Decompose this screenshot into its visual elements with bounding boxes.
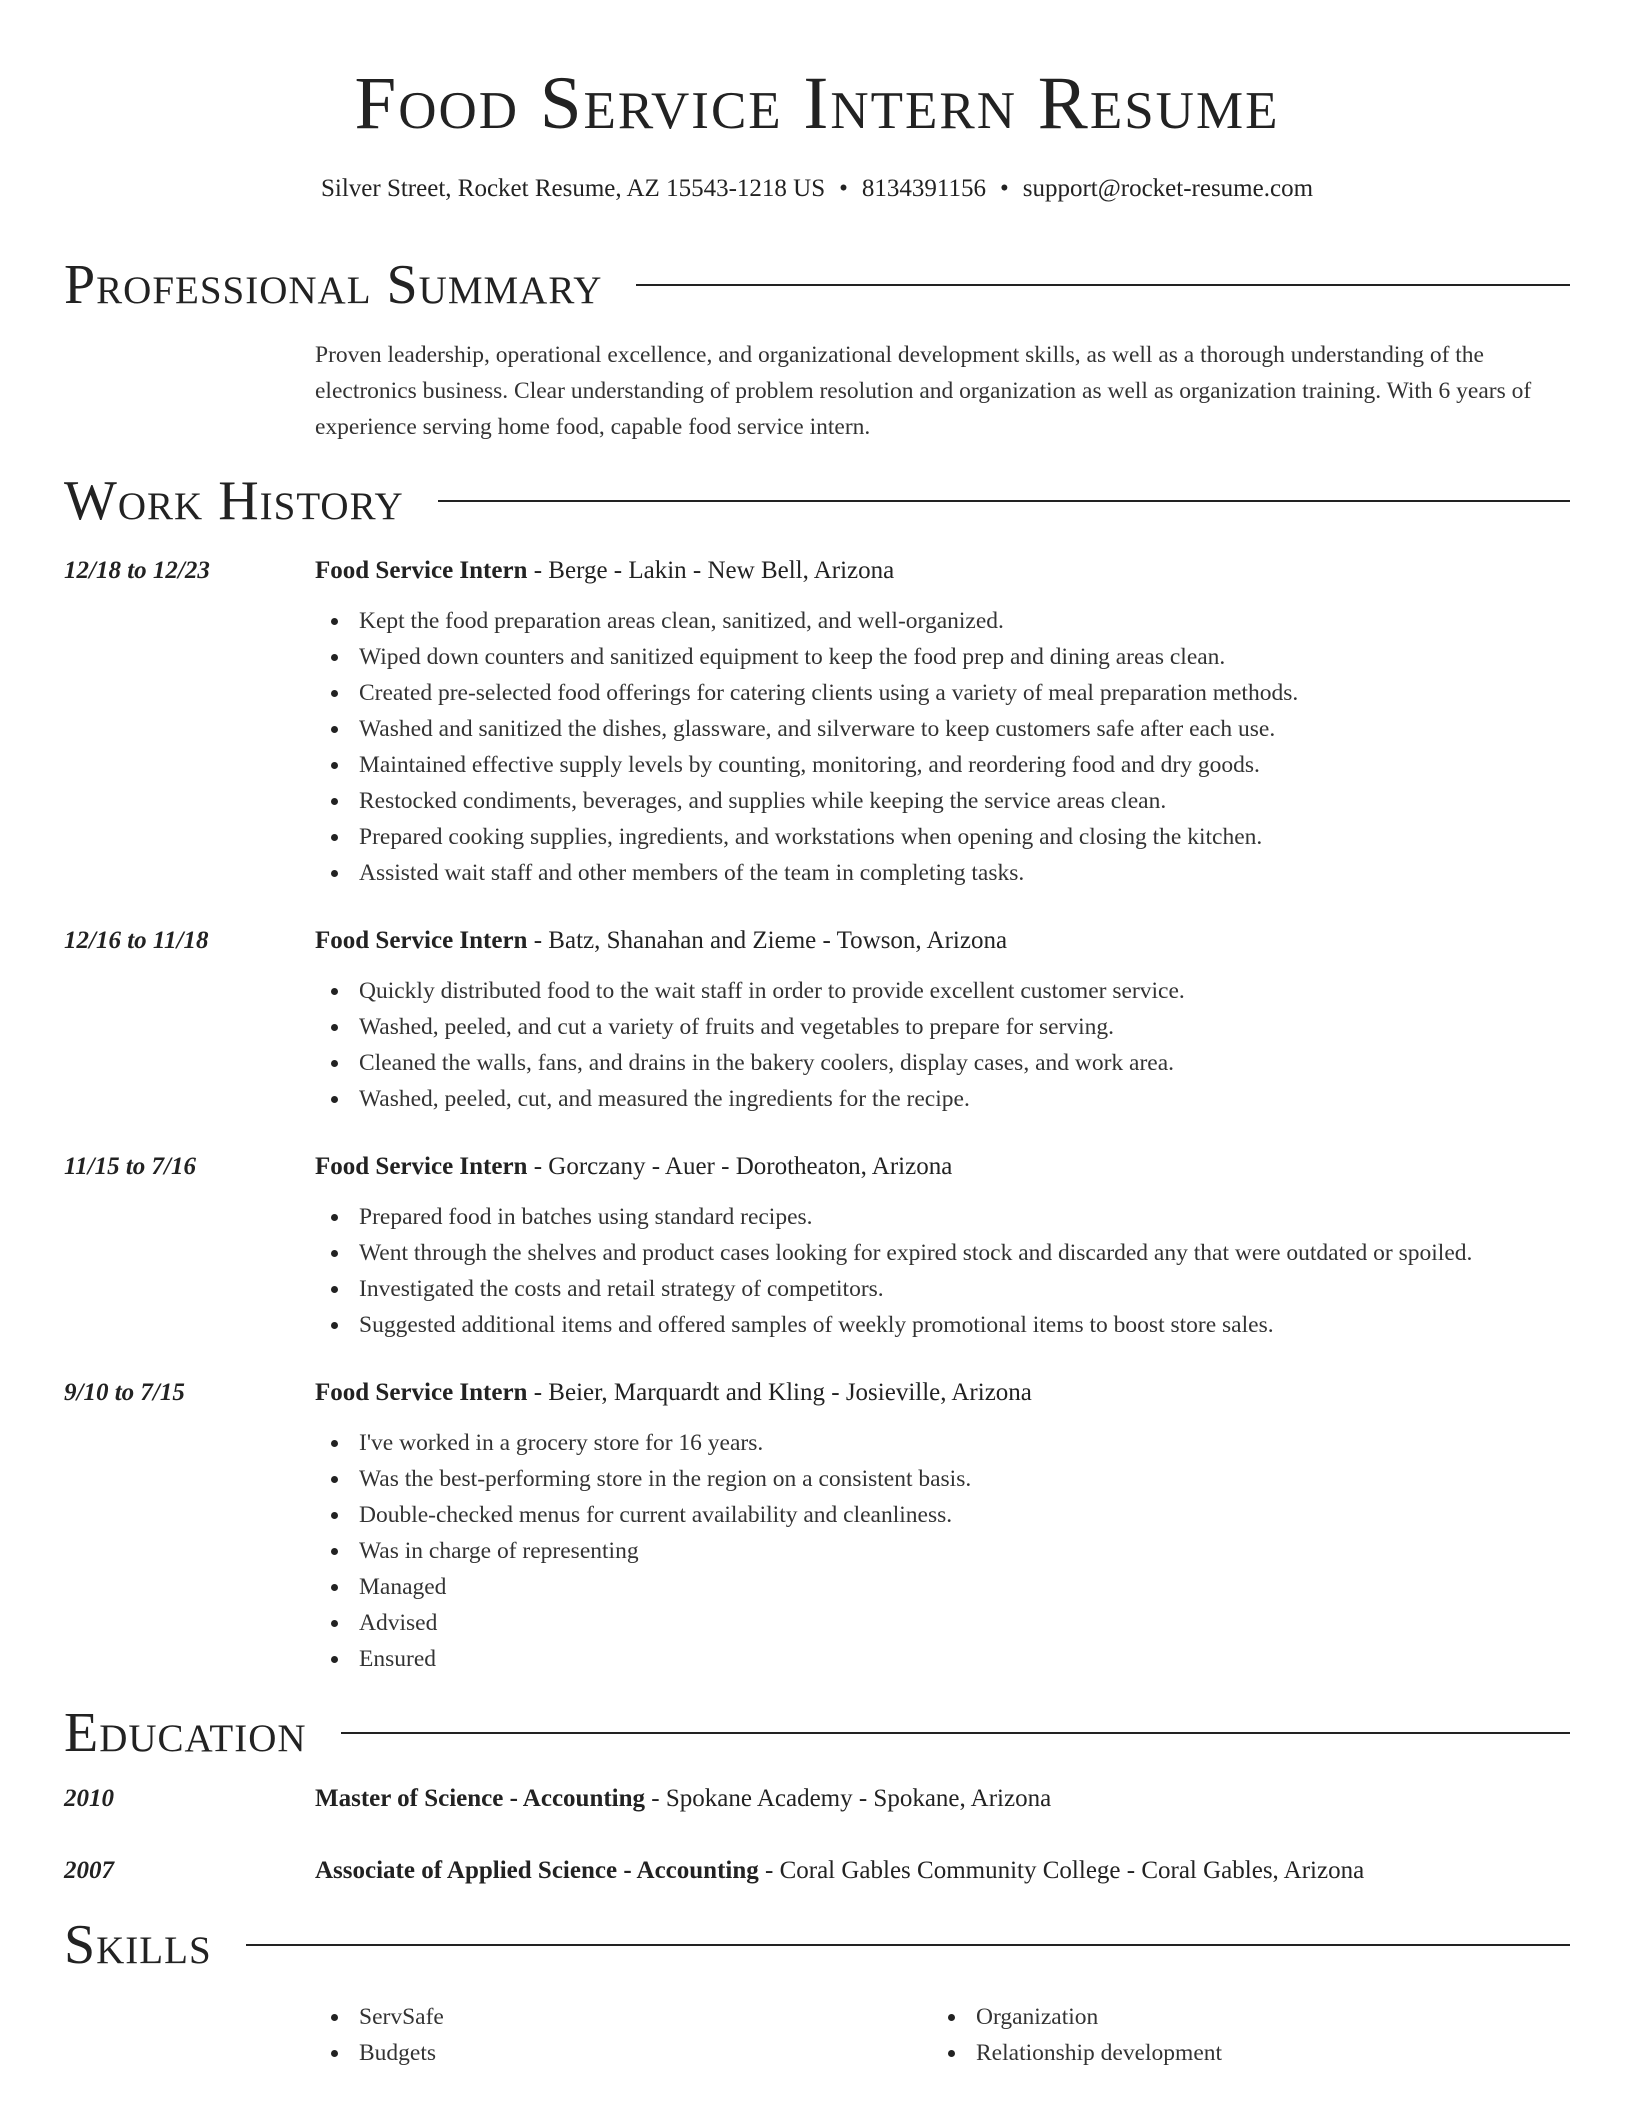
job-bullet-list <box>315 1425 1570 1677</box>
job-heading <box>315 1375 1570 1411</box>
job-details: - Berge - Lakin - New Bell, Arizona <box>527 557 895 584</box>
job-bullet: Kept the food preparation areas clean, sanitized, and well-organized. <box>315 603 1570 639</box>
education-heading <box>315 1781 1570 1817</box>
job-entry <box>64 1149 1570 1343</box>
contact-phone: 8134391156 <box>861 175 986 202</box>
job-heading <box>315 553 1570 589</box>
education-entry <box>64 1853 1570 1889</box>
job-heading <box>315 1149 1570 1185</box>
job-bullet: Was the best-performing store in the region on a consistent basis. <box>315 1461 1570 1497</box>
job-details: - Beier, Marquardt and Kling - Josieville, Arizona <box>527 1379 1032 1406</box>
section-divider <box>438 500 1570 502</box>
education-year: 2010 <box>64 1785 114 1812</box>
job-date: 11/15 to 7/16 <box>64 1153 196 1180</box>
contact-separator: • <box>839 175 848 202</box>
job-bullet: Washed, peeled, and cut a variety of fruits and vegetables to prepare for serving. <box>315 1009 1570 1045</box>
skill-item: Organization <box>932 1999 1549 2035</box>
job-bullet: Washed and sanitized the dishes, glassware, and silverware to keep customers safe after each use. <box>315 711 1570 747</box>
job-details: - Gorczany - Auer - Dorotheaton, Arizona <box>527 1153 953 1180</box>
section-title-work: Work History <box>64 470 404 532</box>
education-degree: Associate of Applied Science - Accounting <box>315 1857 759 1884</box>
job-bullet: Advised <box>315 1605 1570 1641</box>
job-entry <box>64 1375 1570 1677</box>
skills-column-left <box>315 1999 932 2071</box>
job-bullet: I've worked in a grocery store for 16 years. <box>315 1425 1570 1461</box>
resume-title: Food Service Intern Resume <box>354 62 1280 145</box>
section-divider <box>246 1944 1570 1946</box>
job-entry <box>64 553 1570 891</box>
skill-item: Budgets <box>315 2035 932 2071</box>
job-bullet: Double-checked menus for current availability and cleanliness. <box>315 1497 1570 1533</box>
job-details: - Batz, Shanahan and Zieme - Towson, Arizona <box>527 927 1008 954</box>
job-bullet: Was in charge of representing <box>315 1533 1570 1569</box>
skills-list <box>315 1999 1570 2071</box>
job-date: 12/18 to 12/23 <box>64 557 210 584</box>
job-bullet: Suggested additional items and offered samples of weekly promotional items to boost store sales. <box>315 1307 1570 1343</box>
job-bullet: Cleaned the walls, fans, and drains in the bakery coolers, display cases, and work area. <box>315 1045 1570 1081</box>
section-title-education: Education <box>64 1702 307 1764</box>
contact-separator: • <box>999 175 1009 202</box>
job-bullet: Ensured <box>315 1641 1570 1677</box>
job-bullet: Investigated the costs and retail strategy of competitors. <box>315 1271 1570 1307</box>
job-bullet: Maintained effective supply levels by counting, monitoring, and reordering food and dry goods. <box>315 747 1570 783</box>
job-bullet: Went through the shelves and product cases looking for expired stock and discarded any that were outdated or spoiled. <box>315 1235 1570 1271</box>
job-title: Food Service Intern <box>315 1379 528 1406</box>
section-divider <box>636 284 1570 286</box>
skill-item: Relationship development <box>932 2035 1549 2071</box>
job-entry <box>64 923 1570 1117</box>
skill-item: ServSafe <box>315 1999 932 2035</box>
job-bullet-list <box>315 1199 1570 1343</box>
job-date: 9/10 to 7/15 <box>64 1379 185 1406</box>
summary-text: Proven leadership, operational excellence, and organizational development skills, as well as a thorough understanding of the electronics business. Clear understanding of problem resolution and organization as well as organization training. With 6 years of experience serving home food, capable food service intern. <box>315 342 1532 440</box>
job-bullet: Prepared food in batches using standard recipes. <box>315 1199 1570 1235</box>
job-bullet: Assisted wait staff and other members of the team in completing tasks. <box>315 855 1570 891</box>
contact-address: Silver Street, Rocket Resume, AZ 15543-1218 US <box>320 175 826 202</box>
work-section-header <box>64 471 1570 531</box>
education-section-header <box>64 1703 1570 1763</box>
job-bullet: Quickly distributed food to the wait staff in order to provide excellent customer service. <box>315 973 1570 1009</box>
skills-section-header <box>64 1915 1570 1975</box>
job-heading <box>315 923 1570 959</box>
job-bullet: Washed, peeled, cut, and measured the ingredients for the recipe. <box>315 1081 1570 1117</box>
section-title-skills: Skills <box>64 1914 212 1976</box>
education-details: - Coral Gables Community College - Coral Gables, Arizona <box>758 1857 1365 1884</box>
job-bullet: Prepared cooking supplies, ingredients, and workstations when opening and closing the kitchen. <box>315 819 1570 855</box>
job-bullet: Wiped down counters and sanitized equipment to keep the food prep and dining areas clean. <box>315 639 1570 675</box>
section-divider <box>341 1732 1570 1734</box>
job-title: Food Service Intern <box>315 927 528 954</box>
education-year: 2007 <box>64 1857 114 1884</box>
job-date: 12/16 to 11/18 <box>64 927 209 954</box>
section-title-summary: Professional Summary <box>64 254 603 316</box>
education-details: - Spokane Academy - Spokane, Arizona <box>645 1785 1052 1812</box>
contact-email: support@rocket-resume.com <box>1022 175 1314 202</box>
contact-line <box>64 175 1570 203</box>
job-bullet: Created pre-selected food offerings for catering clients using a variety of meal preparation methods. <box>315 675 1570 711</box>
job-bullet: Restocked condiments, beverages, and supplies while keeping the service areas clean. <box>315 783 1570 819</box>
skills-column-right <box>932 1999 1549 2071</box>
education-degree: Master of Science - Accounting <box>315 1785 646 1812</box>
job-title: Food Service Intern <box>315 557 528 584</box>
education-entry <box>64 1781 1570 1817</box>
job-bullet-list <box>315 603 1570 891</box>
education-heading <box>315 1853 1570 1889</box>
resume-page <box>64 0 1570 2071</box>
summary-section-header <box>64 255 1570 315</box>
job-title: Food Service Intern <box>315 1153 528 1180</box>
job-bullet: Managed <box>315 1569 1570 1605</box>
job-bullet-list <box>315 973 1570 1117</box>
